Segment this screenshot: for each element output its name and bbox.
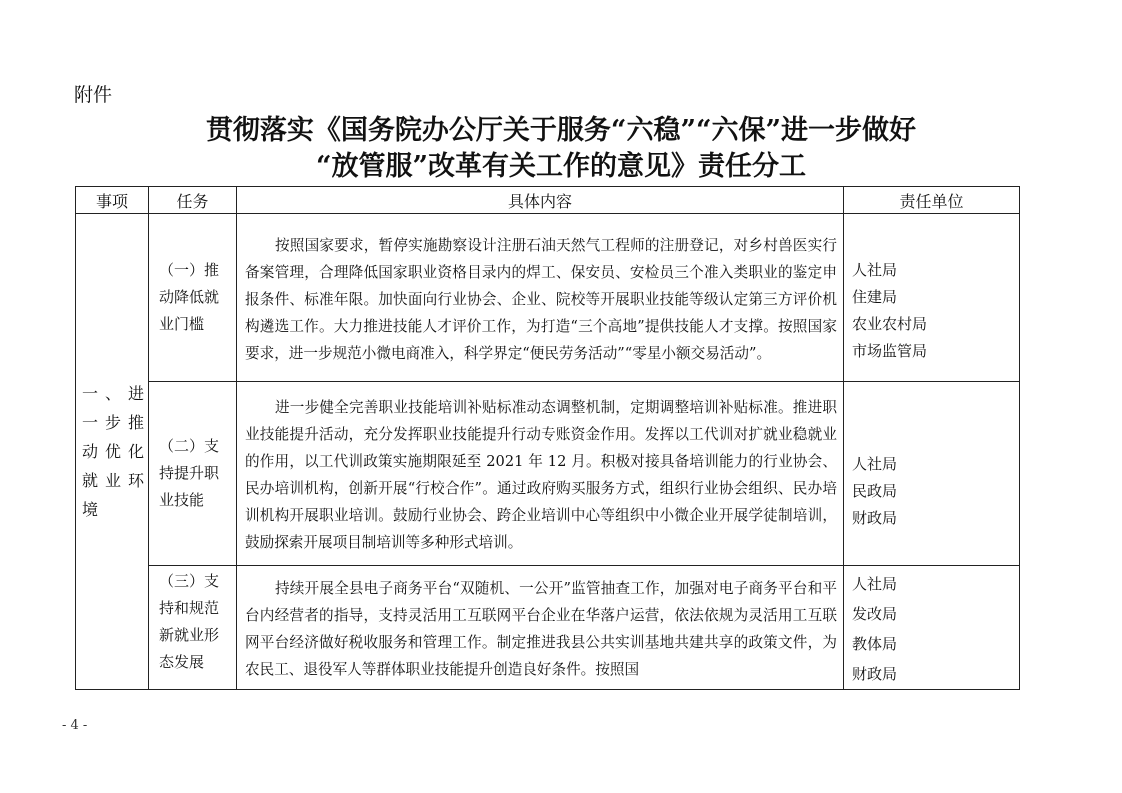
unit-item: 教体局	[852, 634, 898, 653]
responsibility-table	[75, 186, 1020, 690]
unit-item: 人社局	[852, 574, 898, 593]
content-cell: 进一步健全完善职业技能培训补贴标准动态调整机制，定期调整培训补贴标准。推进职业技能提升活动，充分发挥职业技能提升行动专账资金作用。发挥以工代训对扩就业稳就业的作用，以工代训政策实施期限延至 2021 年 12 月。积极对接具备培训能力的行业协会、民办培训机构，创新开展“行校合作”。通过政府购买服务方式，组织行业协会组织、民办培训机构开展职业培训。鼓励行业协会、跨企业培训中心等组织中小微企业开展学徒制培训，鼓励探索开展项目制培训等多种形式培训。	[237, 382, 844, 566]
document-title-line1: 贯彻落实《国务院办公厅关于服务“六稳”“六保”进一步做好	[205, 115, 917, 146]
page-number: - 4 -	[62, 718, 88, 733]
document-title-line2: “放管服”改革有关工作的意见》责任分工	[315, 151, 807, 182]
unit-item: 人社局	[852, 455, 898, 473]
unit-item: 住建局	[852, 287, 898, 306]
table-row	[76, 566, 1020, 690]
table-header-row	[76, 187, 1020, 214]
content-cell: 持续开展全县电子商务平台“双随机、一公开”监管抽查工作，加强对电子商务平台和平台内经营者的指导，支持灵活用工互联网平台企业在华落户运营，依法依规为灵活用工互联网平台经济做好税收服务和管理工作。制定推进我县公共实训基地共建共享的政策文件，为农民工、退役军人等群体职业技能提升创造良好条件。按照国	[237, 566, 844, 690]
header-task: 任务	[149, 187, 237, 214]
header-unit: 责任单位	[844, 187, 1020, 214]
unit-cell	[844, 214, 1020, 382]
task-cell: （一）推动降低就业门槛	[149, 214, 237, 382]
unit-item: 财政局	[852, 509, 898, 527]
header-content: 具体内容	[237, 187, 844, 214]
unit-item: 人社局	[852, 260, 898, 279]
table-row	[76, 382, 1020, 566]
category-cell: 一、进一步推动优化就业环境	[76, 214, 149, 690]
table-row	[76, 214, 1020, 382]
unit-item: 财政局	[852, 664, 898, 683]
unit-item: 市场监管局	[852, 341, 928, 360]
unit-item: 民政局	[852, 482, 898, 500]
unit-cell	[844, 382, 1020, 566]
task-cell: （二）支持提升职业技能	[149, 382, 237, 566]
header-item: 事项	[76, 187, 149, 214]
task-cell: （三）支持和规范新就业形态发展	[149, 566, 237, 690]
attachment-label: 附件	[74, 84, 113, 106]
content-cell: 按照国家要求，暂停实施勘察设计注册石油天然气工程师的注册登记，对乡村兽医实行备案管理，合理降低国家职业资格目录内的焊工、保安员、安检员三个准入类职业的鉴定申报条件、标准年限。加快面向行业协会、企业、院校等开展职业技能等级认定第三方评价机构遴选工作。大力推进技能人才评价工作，为打造“三个高地”提供技能人才支撑。按照国家要求，进一步规范小微电商准入，科学界定“便民劳务活动”“零星小额交易活动”。	[237, 214, 844, 382]
unit-cell	[844, 566, 1020, 690]
unit-item: 农业农村局	[852, 314, 928, 333]
unit-item: 发改局	[852, 604, 898, 623]
